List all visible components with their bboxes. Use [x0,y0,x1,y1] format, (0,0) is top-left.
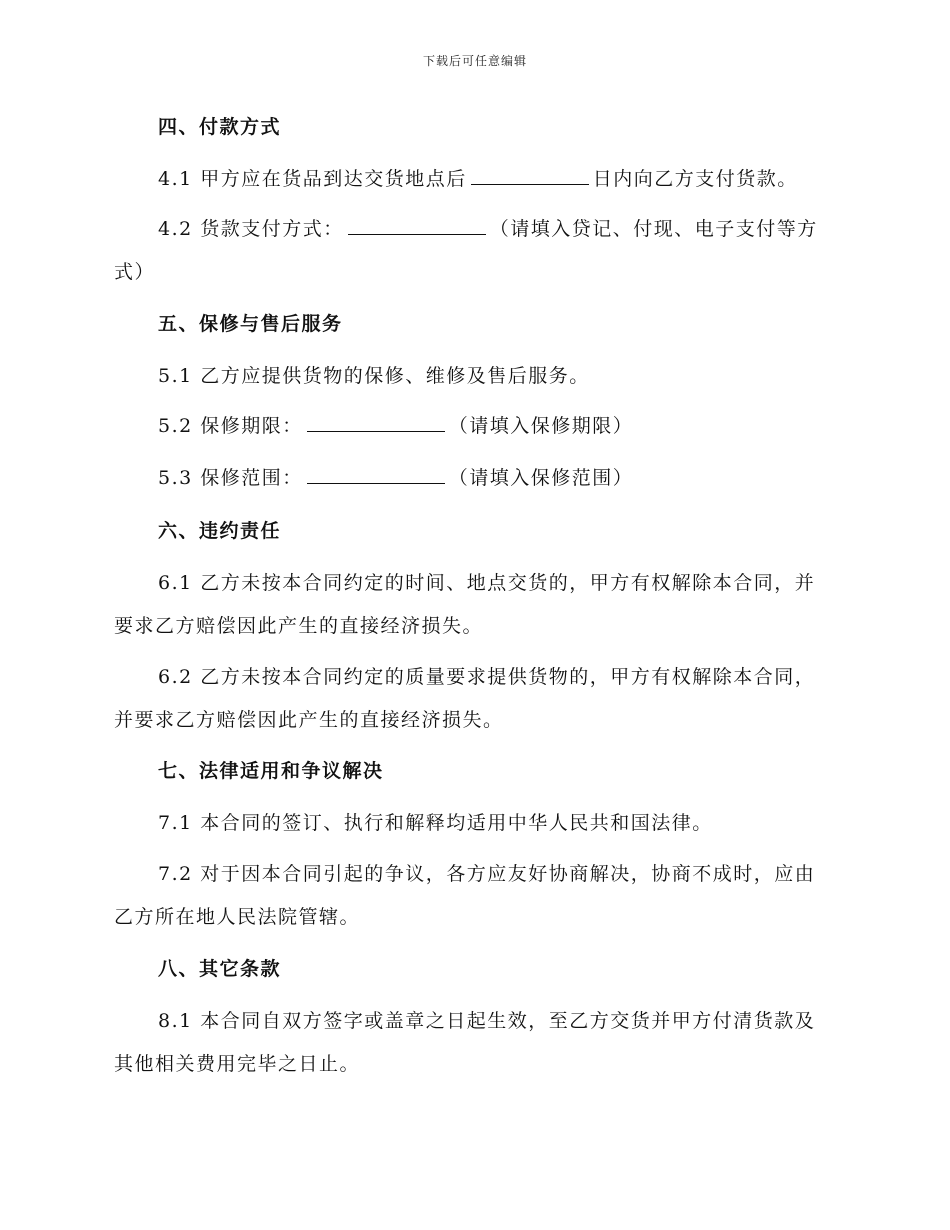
clause-4-2-text-before: 4.2 货款支付方式： [158,218,344,240]
clause-8-1-line-2: 其他相关费用完毕之日止。 [114,1053,361,1075]
clause-7-2-line-2: 乙方所在地人民法院管辖。 [114,906,361,928]
clause-5-3-text-after: （请填入保修范围） [448,467,634,489]
section-8-heading: 八、其它条款 [158,958,282,980]
clause-8-1-line-1: 8.1 本合同自双方签字或盖章之日起生效，至乙方交货并甲方付清货款及 [158,1010,816,1032]
clause-7-2-line-1: 7.2 对于因本合同引起的争议，各方应友好协商解决，协商不成时，应由 [158,863,816,885]
fill-blank-warranty-scope[interactable] [307,461,445,484]
fill-blank-warranty-period[interactable] [307,409,445,432]
clause-5-3-text-before: 5.3 保修范围： [158,467,303,489]
section-6-heading: 六、违约责任 [158,520,282,542]
clause-5-3 [114,456,882,501]
clause-6-2-line-2: 并要求乙方赔偿因此产生的直接经济损失。 [114,709,504,731]
clause-5-2 [114,404,882,449]
clause-6-2-line-1: 6.2 乙方未按本合同约定的质量要求提供货物的，甲方有权解除本合同， [158,666,816,688]
clause-5-2-text-before: 5.2 保修期限： [158,415,303,437]
clause-4-2 [114,207,882,252]
clause-4-2-text-after: （请填入贷记、付现、电子支付等方 [489,218,818,240]
section-7-heading: 七、法律适用和争议解决 [158,760,384,782]
clause-4-2-continued: 式） [114,261,156,283]
clause-7-1: 7.1 本合同的签订、执行和解释均适用中华人民共和国法律。 [158,812,713,834]
clause-6-1-line-2: 要求乙方赔偿因此产生的直接经济损失。 [114,615,484,637]
section-5-heading: 五、保修与售后服务 [158,313,343,335]
clause-6-1-line-1: 6.1 乙方未按本合同约定的时间、地点交货的，甲方有权解除本合同，并 [158,572,816,594]
clause-5-1: 5.1 乙方应提供货物的保修、维修及售后服务。 [158,365,590,387]
fill-blank-payment-method[interactable] [348,212,486,235]
page-header-note: 下载后可任意编辑 [422,54,527,68]
clause-4-1-text-before: 4.1 甲方应在货品到达交货地点后 [158,168,467,190]
fill-blank-payment-days[interactable] [471,162,589,185]
section-4-heading: 四、付款方式 [158,116,282,138]
clause-4-1-text-after: 日内向乙方支付货款。 [592,168,798,190]
clause-4-1 [114,157,882,202]
clause-5-2-text-after: （请填入保修期限） [448,415,634,437]
